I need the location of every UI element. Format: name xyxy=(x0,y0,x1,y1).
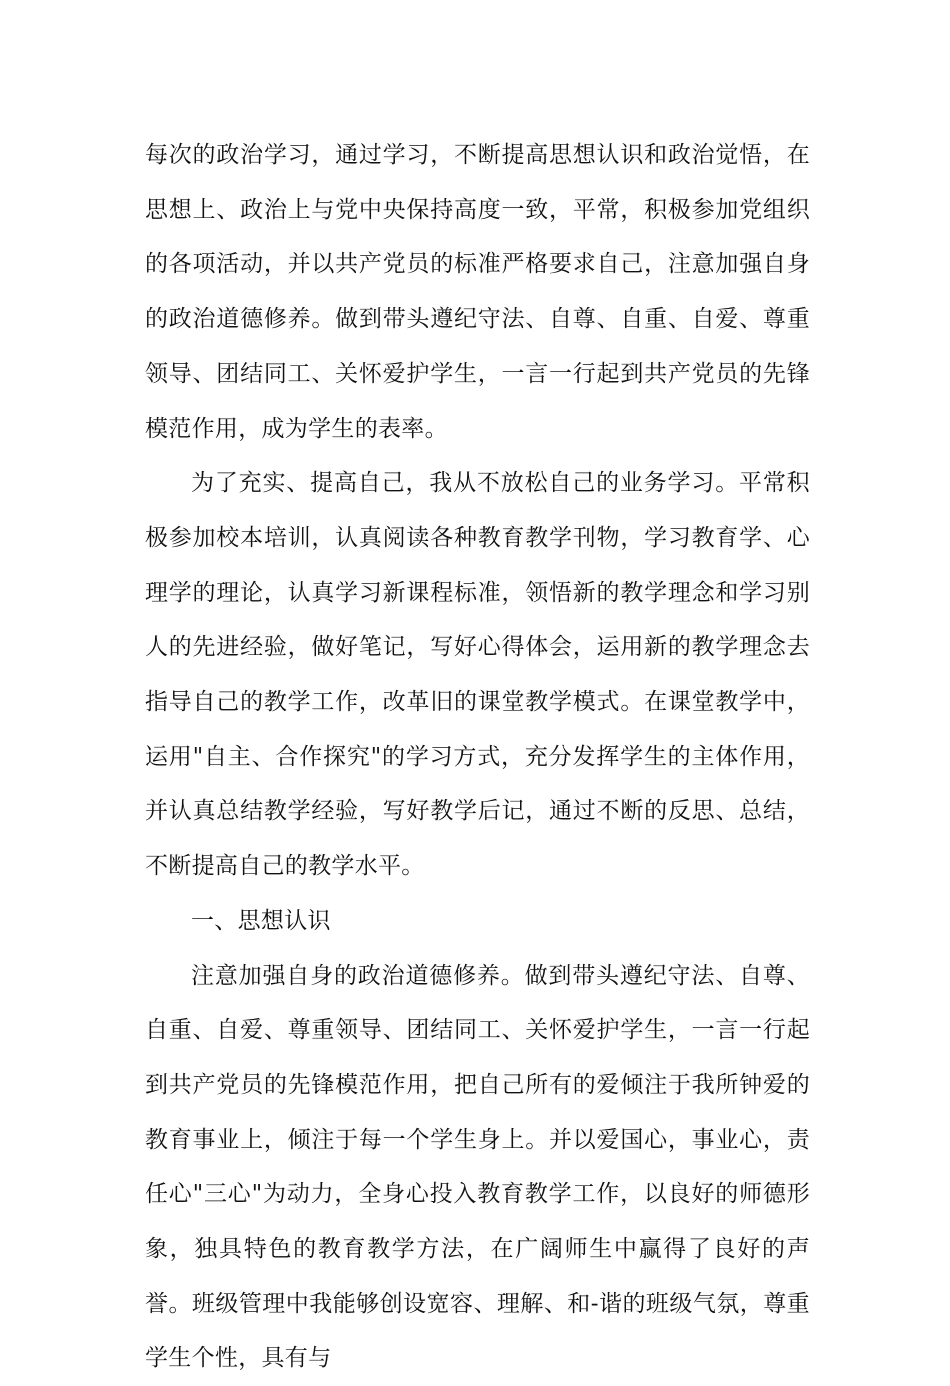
paragraph-political-ethics: 注意加强自身的政治道德修养。做到带头遵纪守法、自尊、自重、自爱、尊重领导、团结同工、关怀爱护学生，一言一行起到共产党员的先锋模范作用，把自己所有的爱倾注于我所钟爱的教育事业上，倾注于每一个学生身上。并以爱国心，事业心，责任心"三心"为动力，全身心投入教育教学工作，以良好的师德形象，独具特色的教育教学方法，在广阔师生中赢得了良好的声誉。班级管理中我能够创设宽容、理解、和-谐的班级气氛，尊重学生个性，具有与 xyxy=(145,962,810,1372)
paragraph-continuation: 每次的政治学习，通过学习，不断提高思想认识和政治觉悟，在思想上、政治上与党中央保持高度一致，平常，积极参加党组织的各项活动，并以共产党员的标准严格要求自己，注意加强自身的政治道德修养。做到带头遵纪守法、自尊、自重、自爱、尊重领导、团结同工、关怀爱护学生，一言一行起到共产党员的先锋模范作用，成为学生的表率。 xyxy=(145,142,810,442)
paragraph-professional-study: 为了充实、提高自己，我从不放松自己的业务学习。平常积极参加校本培训，认真阅读各种教育教学刊物，学习教育学、心理学的理论，认真学习新课程标准，领悟新的教学理念和学习别人的先进经验，做好笔记，写好心得体会，运用新的教学理念去指导自己的教学工作，改革旧的课堂教学模式。在课堂教学中，运用"自主、合作探究"的学习方式，充分发挥学生的主体作用，并认真总结教学经验，写好教学后记，通过不断的反思、总结，不断提高自己的教学水平。 xyxy=(145,470,810,880)
section-heading: 一、思想认识 xyxy=(191,907,331,934)
document-body xyxy=(145,128,810,1386)
